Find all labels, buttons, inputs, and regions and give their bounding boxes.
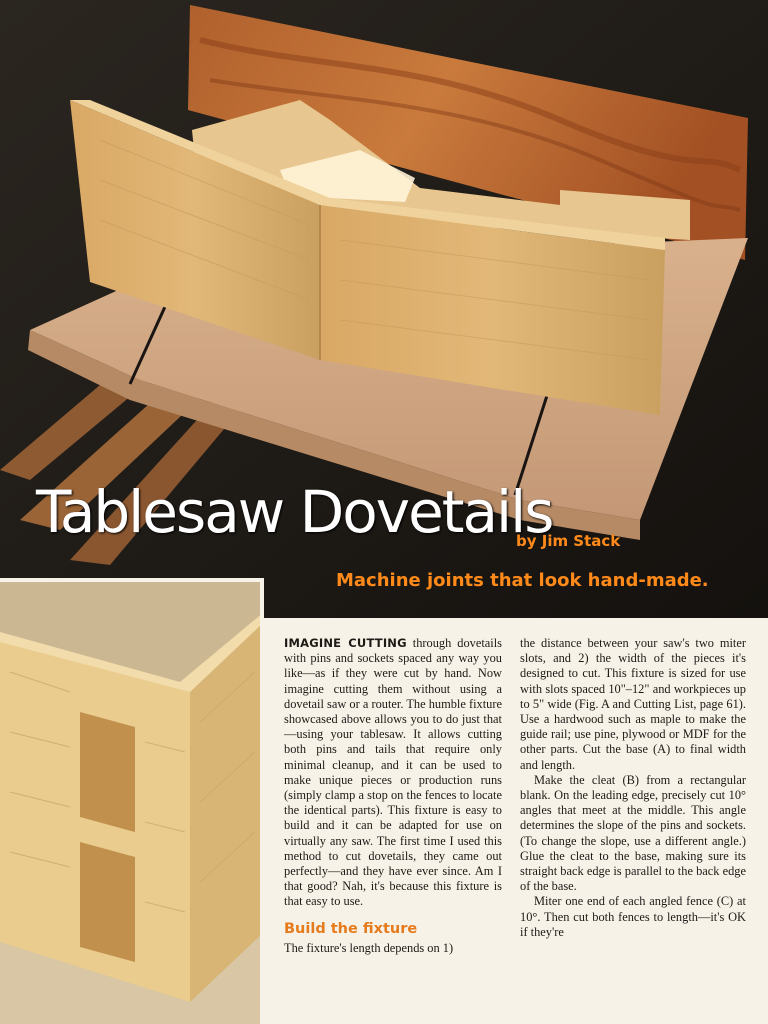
body-paragraph: The fixture's length depends on 1) <box>284 940 454 955</box>
article-column-1 <box>284 636 502 956</box>
intro-paragraph: IMAGINE CUTTING through dovetails with pins and sockets spaced any way you like—as if they were cut by hand. Now imagine cutting them without using a dovetail saw or a router. The humble fixture showcased above allows you to do just that—using your tablesaw. It allows cutting both pins and tails that require only minimal cleanup, and it can be used to make unique pieces or production runs (simply clamp a stop on the fences to locate the identical parts). This fixture is easy to build and it can be adapted for use on virtually any saw. The first time I used this method to cut dovetails, they came out perfectly—and they have ever since. Am I that good? Nah, it's because this fixture is that easy to use. <box>284 636 502 909</box>
section-heading: Build the fixture <box>284 920 418 937</box>
article-subtitle: Machine joints that look hand-made. <box>336 570 709 591</box>
lead-in: IMAGINE CUTTING <box>284 636 407 650</box>
body-paragraph: the distance between your saw's two miter slots, and 2) the width of the pieces it's designed to cut. This fixture is sized for use with slots spaced 10"–12" and workpieces up to 5" wide (Fig. A and Cutting List, page 61). Use a hardwood such as maple to make the guide rail; use pine, plywood or MDF for the other parts. Cut the base (A) to final width and length. <box>520 636 746 772</box>
body-paragraph: Make the cleat (B) from a rectangular blank. On the leading edge, precisely cut 10° angles that meet at the middle. This angle determines the slope of the pins and sockets. (To change the slope, use a different angle.) Glue the cleat to the base, making sure its straight back edge is parallel to the back edge of the base. <box>520 772 746 894</box>
article-column-2 <box>520 636 746 940</box>
dovetail-joint-photo <box>0 578 264 1024</box>
author-byline: by Jim Stack <box>516 532 621 550</box>
dovetail-pin <box>80 712 135 832</box>
dovetail-pin <box>80 842 135 962</box>
body-paragraph: Miter one end of each angled fence (C) at 10°. Then cut both fences to length—it's OK if they're <box>520 894 746 939</box>
article-title: Tablesaw Dovetails <box>36 478 553 546</box>
dovetail-joint-illustration <box>0 582 264 1024</box>
